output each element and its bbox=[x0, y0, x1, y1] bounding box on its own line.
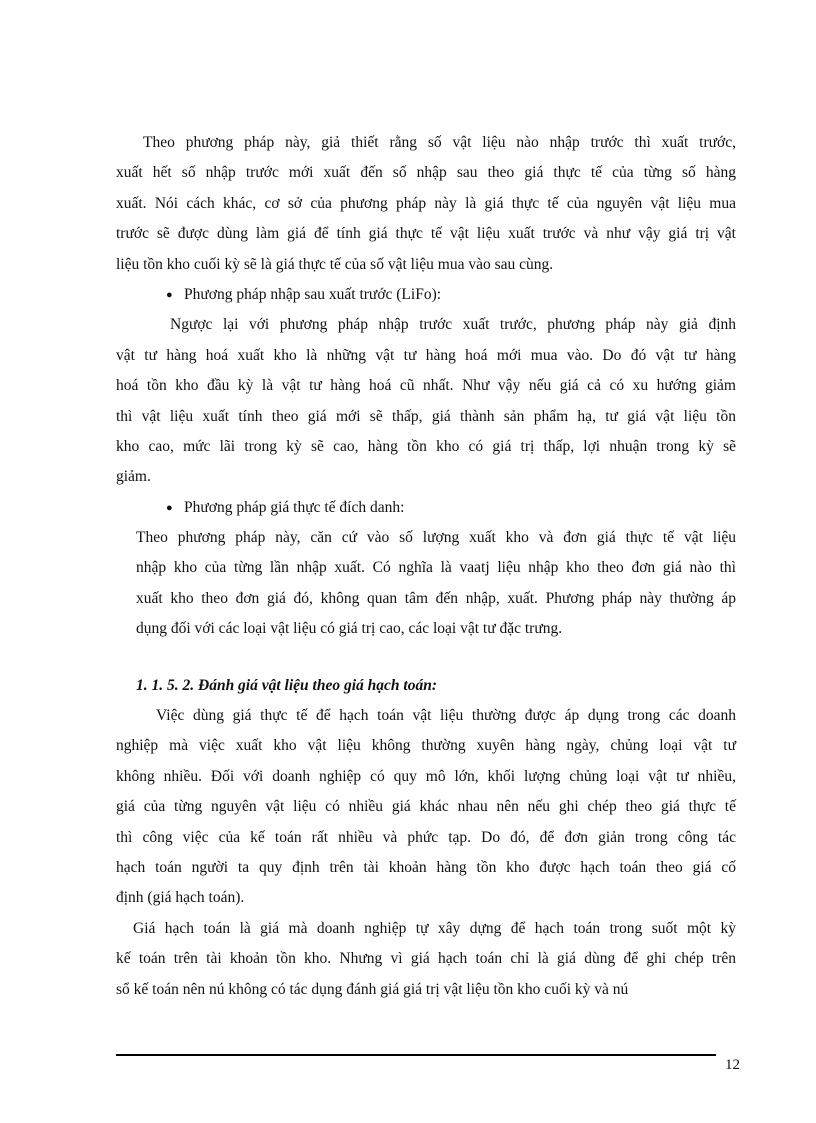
paragraph-specific-identification bbox=[116, 523, 736, 645]
text-line: thì công việc của kế toán rất nhiều và phức tạp. Do đó, để đơn giản trong công tác bbox=[116, 828, 736, 846]
bullet-icon: ● bbox=[166, 289, 173, 302]
text-line: Ngược lại với phương pháp nhập trước xuất trước, phương pháp này giả định bbox=[170, 316, 736, 334]
text-line: giảm. bbox=[116, 468, 151, 486]
text-line: kế toán trên tài khoản tồn kho. Nhưng vì giá hạch toán chỉ là giá dùng để ghi chép trên bbox=[116, 950, 736, 968]
page-body bbox=[116, 128, 736, 1005]
text-line: vật tư hàng hoá xuất kho là những vật tư hàng hoá mới mua vào. Do đó vật tư hàng bbox=[116, 346, 736, 364]
spacer bbox=[116, 645, 736, 671]
text-line: nhập kho của từng lần nhập xuất. Có nghĩa là vaatj liệu nhập kho theo đơn giá nào thì bbox=[136, 559, 736, 577]
text-line: dụng đối với các loại vật liệu có giá trị cao, các loại vật tư đặc trưng. bbox=[136, 620, 563, 638]
paragraph-lifo-description bbox=[116, 310, 736, 492]
paragraph-actual-cost-usage bbox=[116, 701, 736, 914]
text-line: không nhiều. Đối với doanh nghiệp có quy mô lớn, khối lượng chủng loại vật tư nhiều, bbox=[116, 767, 736, 785]
bullet-text: Phương pháp nhập sau xuất trước (LiFo): bbox=[184, 285, 442, 303]
text-line: Việc dùng giá thực tế để hạch toán vật liệu thường được áp dụng trong các doanh bbox=[156, 707, 736, 725]
text-line: Theo phương pháp này, căn cứ vào số lượng xuất kho và đơn giá thực tế vật liệu bbox=[136, 529, 736, 547]
text-line: xuất kho theo đơn giá đó, không quan tâm đến nhập, xuất. Phương pháp này thường áp bbox=[136, 589, 736, 607]
paragraph-accounting-price bbox=[116, 914, 736, 1005]
text-line: nghiệp mà việc xuất kho vật liệu không thường xuyên hàng ngày, chủng loại vật tư bbox=[116, 737, 736, 755]
text-line: trước sẽ được dùng làm giá để tính giá thực tế vật liệu xuất trước và như vậy giá trị vật bbox=[116, 225, 736, 243]
text-line: sổ kế toán nên nú không có tác dụng đánh giá giá trị vật liệu tồn kho cuối kỳ và nú bbox=[116, 980, 629, 998]
text-line: xuất hết số nhập trước mới xuất đến số nhập sau theo giá thực tế của từng số hàng bbox=[116, 164, 736, 182]
text-line: Theo phương pháp này, giả thiết rằng số vật liệu nào nhập trước thì xuất trước, bbox=[143, 134, 736, 151]
text-line: hoá tồn kho đầu kỳ là vật tư hàng hoá cũ nhất. Như vậy nếu giá cả có xu hướng giảm bbox=[116, 377, 736, 395]
paragraph-fifo-description bbox=[116, 128, 736, 280]
text-line: thì vật liệu xuất tính theo giá mới sẽ thấp, giá thành sản phẩm hạ, tư giá vật liệu tồn bbox=[116, 407, 736, 425]
text-line: hạch toán người ta quy định trên tài khoản hàng tồn kho được hạch toán theo giá cố bbox=[116, 858, 736, 876]
bullet-text: Phương pháp giá thực tế đích danh: bbox=[184, 498, 405, 516]
footer-divider bbox=[116, 1054, 716, 1056]
bullet-item-lifo bbox=[116, 280, 736, 310]
text-line: liệu tồn kho cuối kỳ sẽ là giá thực tế của số vật liệu mua vào sau cùng. bbox=[116, 255, 554, 273]
text-line: xuất. Nói cách khác, cơ sở của phương pháp này là giá thực tế của nguyên vật liệu mua bbox=[116, 194, 736, 212]
bullet-icon: ● bbox=[166, 501, 173, 514]
text-line: định (giá hạch toán). bbox=[116, 889, 245, 907]
bullet-item-specific-identification bbox=[116, 493, 736, 523]
text-line: kho cao, mức lãi trong kỳ sẽ cao, hàng tồn kho có giá trị thấp, lợi nhuận trong kỳ sẽ bbox=[116, 437, 736, 455]
page-number: 12 bbox=[725, 1057, 740, 1073]
section-heading: 1. 1. 5. 2. Đánh giá vật liệu theo giá hạch toán: bbox=[136, 676, 437, 694]
text-line: Giá hạch toán là giá mà doanh nghiệp tự xây dựng để hạch toán trong suốt một kỳ bbox=[133, 919, 736, 937]
text-line: giá của từng nguyên vật liệu có nhiều giá khác nhau nên nếu ghi chép theo giá thực tế bbox=[116, 798, 736, 816]
